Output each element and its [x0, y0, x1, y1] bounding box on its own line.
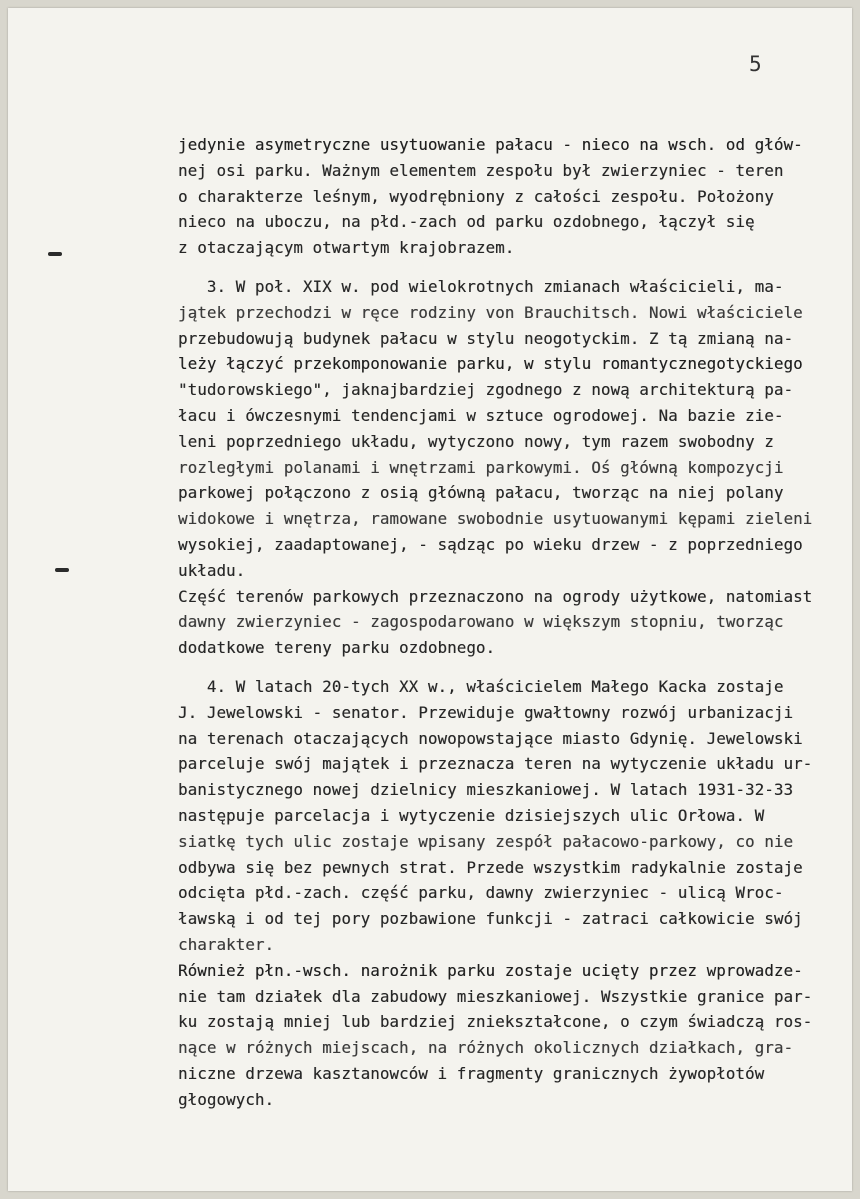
- text-line: o charakterze leśnym, wyodrębniony z całości zespołu. Położony: [178, 186, 774, 206]
- text-line: niczne drzewa kasztanowców i fragmenty granicznych żywopłotów: [178, 1063, 765, 1083]
- text-line: parceluje swój majątek i przeznacza teren na wytyczenie układu ur-: [178, 754, 813, 774]
- text-line: nące w różnych miejscach, na różnych okolicznych działkach, gra-: [178, 1038, 794, 1058]
- text-line: ławską i od tej pory pozbawione funkcji - zatraci całkowicie swój: [178, 909, 803, 929]
- text-line: J. Jewelowski - senator. Przewiduje gwałtowny rozwój urbanizacji: [178, 702, 794, 722]
- paragraph-2: [178, 274, 858, 661]
- text-line: widokowe i wnętrza, ramowane swobodnie usytuowanymi kępami zieleni: [178, 509, 813, 529]
- typewritten-text: [178, 132, 858, 1112]
- text-line: banistycznego nowej dzielnicy mieszkaniowej. W latach 1931-32-33: [178, 780, 794, 800]
- page-number: 5: [749, 52, 762, 76]
- text-line: na terenach otaczających nowopowstające miasto Gdynię. Jewelowski: [178, 728, 803, 748]
- document-page: [8, 8, 852, 1191]
- text-line: przebudowują budynek pałacu w stylu neogotyckim. Z tą zmianą na-: [178, 328, 794, 348]
- text-line: nej osi parku. Ważnym elementem zespołu był zwierzyniec - teren: [178, 160, 784, 180]
- paragraph-gap: [178, 261, 858, 274]
- text-line: Również płn.-wsch. narożnik parku zostaje ucięty przez wprowadze-: [178, 960, 803, 980]
- text-line: następuje parcelacja i wytyczenie dzisiejszych ulic Orłowa. W: [178, 805, 765, 825]
- paragraph-3: [178, 674, 858, 1113]
- text-line: charakter.: [178, 934, 275, 954]
- text-line: dodatkowe tereny parku ozdobnego.: [178, 638, 496, 658]
- text-line: 4. W latach 20-tych XX w., właścicielem Małego Kacka zostaje: [178, 676, 784, 696]
- text-line: jątek przechodzi w ręce rodziny von Brauchitsch. Nowi właściciele: [178, 302, 803, 322]
- margin-mark: [55, 568, 69, 572]
- text-line: leni poprzedniego układu, wytyczono nowy, tym razem swobodny z: [178, 431, 774, 451]
- paragraph-1: [178, 132, 858, 261]
- text-line: odbywa się bez pewnych strat. Przede wszystkim radykalnie zostaje: [178, 857, 803, 877]
- text-line: wysokiej, zaadaptowanej, - sądząc po wieku drzew - z poprzedniego: [178, 534, 803, 554]
- text-line: dawny zwierzyniec - zagospodarowano w większym stopniu, tworząc: [178, 612, 784, 632]
- paragraph-gap: [178, 661, 858, 674]
- text-line: nie tam działek dla zabudowy mieszkaniowej. Wszystkie granice par-: [178, 986, 813, 1006]
- text-line: głogowych.: [178, 1089, 275, 1109]
- text-line: nieco na uboczu, na płd.-zach od parku ozdobnego, łączył się: [178, 212, 755, 232]
- text-line: "tudorowskiego", jaknajbardziej zgodnego z nową architekturą pa-: [178, 380, 794, 400]
- text-line: ku zostają mniej lub bardziej zniekształcone, o czym świadczą ros-: [178, 1012, 813, 1032]
- text-line: odcięta płd.-zach. część parku, dawny zwierzyniec - ulicą Wroc-: [178, 883, 784, 903]
- text-line: Część terenów parkowych przeznaczono na ogrody użytkowe, natomiast: [178, 586, 813, 606]
- text-line: z otaczającym otwartym krajobrazem.: [178, 238, 515, 258]
- text-line: siatkę tych ulic zostaje wpisany zespół pałacowo-parkowy, co nie: [178, 831, 794, 851]
- text-line: rozległymi polanami i wnętrzami parkowymi. Oś główną kompozycji: [178, 457, 784, 477]
- text-line: 3. W poł. XIX w. pod wielokrotnych zmianach właścicieli, ma-: [178, 276, 784, 296]
- text-line: układu.: [178, 560, 246, 580]
- margin-mark: [48, 252, 62, 256]
- text-line: leży łączyć przekomponowanie parku, w stylu romantycznegotyckiego: [178, 354, 803, 374]
- text-line: jedynie asymetryczne usytuowanie pałacu - nieco na wsch. od głów-: [178, 135, 803, 154]
- text-line: parkowej połączono z osią główną pałacu, tworząc na niej polany: [178, 483, 784, 503]
- text-line: łacu i ówczesnymi tendencjami w sztuce ogrodowej. Na bazie zie-: [178, 405, 784, 425]
